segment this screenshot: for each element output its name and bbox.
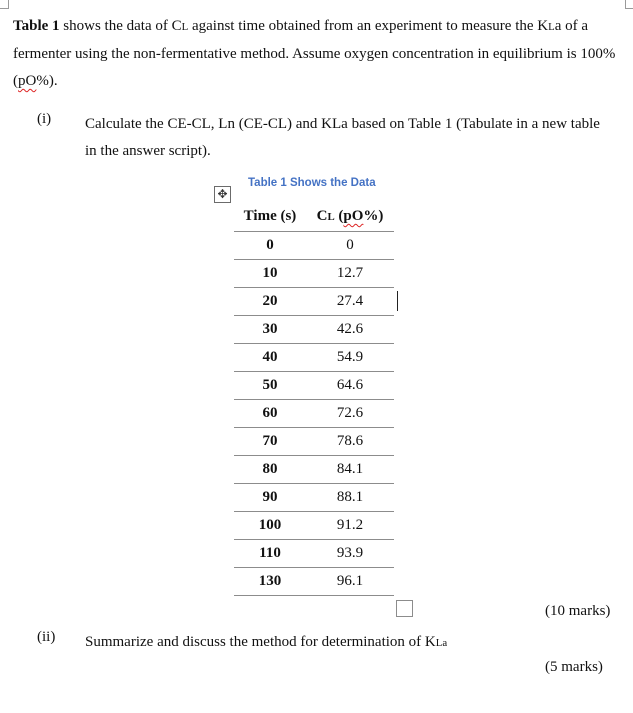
time-cell: 0 — [234, 232, 306, 260]
cl-cell: 27.4 — [306, 288, 394, 316]
time-cell: 10 — [234, 260, 306, 288]
table-row — [234, 540, 394, 568]
table-reference: Table 1 — [13, 18, 60, 34]
header-time: Time (s) — [234, 202, 306, 232]
question-2-marks: (5 marks) — [545, 659, 603, 675]
intro-paragraph: Table 1 shows the data of CL against time obtained from an experiment to measure the KLa of a fermenter using the non-fermentative method. Assume oxygen concentration in equilibrium is 100% (pO%). — [13, 18, 616, 89]
table-row — [234, 232, 394, 260]
question-1-marks: (10 marks) — [545, 603, 611, 619]
page-corner-mark-right — [625, 0, 633, 9]
table-resize-handle[interactable] — [396, 600, 413, 617]
time-cell: 80 — [234, 456, 306, 484]
page-corner-mark-left — [0, 0, 9, 9]
question-2-text: Summarize and discuss the method for determination of KLa — [85, 634, 448, 650]
time-cell: 90 — [234, 484, 306, 512]
time-cell: 100 — [234, 512, 306, 540]
question-2-number: (ii) — [37, 629, 56, 645]
header-cl: CL (pO%) — [306, 202, 394, 232]
table-move-handle[interactable] — [214, 186, 231, 203]
table-row — [234, 512, 394, 540]
cl-cell: 93.9 — [306, 540, 394, 568]
cl-cell: 12.7 — [306, 260, 394, 288]
cl-cell: 54.9 — [306, 344, 394, 372]
time-cell: 70 — [234, 428, 306, 456]
time-cell: 130 — [234, 568, 306, 596]
table-row — [234, 260, 394, 288]
four-arrows-icon: ✥ — [217, 187, 228, 201]
table-row — [234, 456, 394, 484]
table-row — [234, 316, 394, 344]
cl-cell: 42.6 — [306, 316, 394, 344]
cl-cell: 91.2 — [306, 512, 394, 540]
table-row — [234, 568, 394, 596]
time-cell: 50 — [234, 372, 306, 400]
question-1-text: Calculate the CE-CL, Ln (CE-CL) and KLa based on Table 1 (Tabulate in a new table in the answer script). — [85, 116, 600, 159]
text-cursor — [397, 291, 398, 311]
table-row — [234, 484, 394, 512]
time-cell: 40 — [234, 344, 306, 372]
question-1-number: (i) — [37, 111, 52, 127]
time-cell: 20 — [234, 288, 306, 316]
data-table — [234, 202, 394, 596]
time-cell: 60 — [234, 400, 306, 428]
table-row — [234, 288, 394, 316]
cl-cell: 84.1 — [306, 456, 394, 484]
cl-cell: 72.6 — [306, 400, 394, 428]
table-header-row — [234, 202, 394, 232]
cl-cell: 96.1 — [306, 568, 394, 596]
cl-cell: 0 — [306, 232, 394, 260]
time-cell: 110 — [234, 540, 306, 568]
spellcheck-word: pO — [18, 73, 37, 89]
cl-cell: 78.6 — [306, 428, 394, 456]
table-row — [234, 344, 394, 372]
time-cell: 30 — [234, 316, 306, 344]
cl-cell: 88.1 — [306, 484, 394, 512]
cl-cell: 64.6 — [306, 372, 394, 400]
table-row — [234, 400, 394, 428]
table-row — [234, 372, 394, 400]
table-caption: Table 1 Shows the Data — [248, 177, 376, 189]
table-row — [234, 428, 394, 456]
